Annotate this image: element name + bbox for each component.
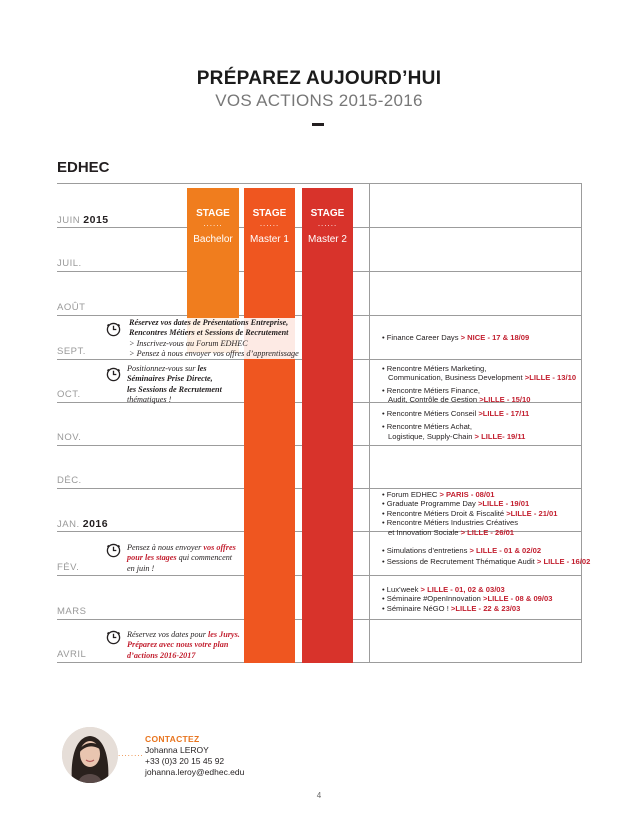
stage-label: STAGE [252, 208, 287, 219]
note-jurys [127, 630, 240, 661]
event-item: et Innovation Sociale > LILLE - 26/01 [388, 527, 515, 537]
month-label: DÉC. [57, 475, 82, 486]
note-presentations [127, 318, 301, 359]
event-item: Communication, Business Development >LILLE - 13/10 [388, 373, 577, 383]
avatar [62, 727, 118, 783]
stage-column-master1 [244, 188, 295, 663]
stage-label: STAGE [310, 208, 345, 219]
month-label: JUIN 2015 [57, 214, 109, 226]
note-offres [127, 543, 236, 574]
org-name: EDHEC [57, 159, 110, 176]
event-list-oct [382, 364, 576, 405]
clock-icon [106, 322, 121, 337]
event-item: • Simulations d’entretiens > LILLE - 01 & 02/02 [382, 546, 542, 555]
month-label: FÉV. [57, 562, 80, 573]
stage-level: Master 2 [308, 234, 347, 245]
note-line: Rencontres Métiers et Sessions de Recrutement [129, 328, 289, 338]
month-label: OCT. [57, 389, 81, 400]
contact-email[interactable]: johanna.leroy@edhec.edu [145, 767, 245, 777]
note-line: Séminaires Prise Directe, [127, 374, 213, 384]
event-item: Logistique, Supply-Chain > LILLE- 19/11 [388, 431, 526, 441]
event-list-sept [382, 333, 529, 342]
stage-dots: ...... [317, 219, 338, 228]
contact-name: Johanna LEROY [145, 745, 209, 755]
event-list-jan [382, 490, 557, 537]
stage-level: Bachelor [193, 234, 233, 245]
contact-title: CONTACTEZ [145, 734, 200, 744]
avatar-portrait-icon [62, 727, 118, 783]
event-item: • Finance Career Days > NICE - 17 & 18/09 [382, 333, 530, 342]
note-line: thématiques ! [127, 394, 172, 404]
note-line: > Pensez à nous envoyer vos offres d’apprentissage [129, 348, 299, 358]
event-item: • Forum EDHEC > PARIS - 08/01 [382, 490, 495, 499]
event-item: • Rencontre Métiers Marketing, [382, 364, 487, 373]
event-item: • Séminaire #OpenInnovation >LILLE - 08 & 09/03 [382, 594, 553, 604]
note-line: Préparez avec nous votre plan [127, 640, 229, 650]
event-item: • Rencontre Métiers Finance, [382, 385, 481, 395]
event-item: • Rencontre Métiers Industries Créatives [382, 518, 519, 528]
note-line: Pensez à nous envoyer vos offres [127, 543, 236, 552]
contact-phone: +33 (0)3 20 15 45 92 [145, 756, 225, 766]
event-list-mars [382, 585, 552, 613]
event-item: • Sessions de Recrutement Thématique Audit > LILLE - 16/02 [382, 557, 591, 567]
event-item: Audit, Contrôle de Gestion >LILLE - 15/10 [388, 395, 531, 405]
grid-line-top [57, 183, 582, 184]
event-item: • Séminaire NéGO ! >LILLE - 22 & 23/03 [382, 603, 521, 613]
event-item: • Rencontre Métiers Achat, [382, 422, 473, 432]
event-item: • Rencontre Métiers Droit & Fiscalité >LILLE - 21/01 [382, 508, 558, 518]
stage-label: STAGE [196, 208, 230, 219]
stage-column-master2 [302, 188, 353, 663]
page-number: 4 [316, 791, 322, 800]
stage-dots: ...... [259, 219, 280, 228]
note-line: > Inscrivez-vous au Forum EDHEC [129, 338, 248, 348]
month-label: NOV. [57, 432, 82, 443]
month-label: JUIL. [57, 258, 82, 269]
stage-level: Master 1 [250, 234, 289, 245]
month-label: SEPT. [57, 346, 86, 357]
grid-vline-left [369, 183, 370, 663]
note-line: en juin ! [127, 563, 155, 573]
clock-icon [106, 543, 121, 558]
clock-icon [106, 630, 121, 645]
month-label: JAN. 2016 [57, 518, 109, 530]
note-line: Réservez vos dates de Présentations Entreprise, [129, 318, 289, 327]
month-label: AVRIL [57, 649, 87, 660]
event-item: • Lux’week > LILLE - 01, 02 & 03/03 [382, 585, 505, 594]
note-line: pour les stages qui commencent [127, 553, 233, 563]
month-label: MARS [57, 606, 87, 617]
page-title: PRÉPAREZ AUJOURD’HUI [196, 68, 442, 89]
note-seminaires [127, 364, 222, 405]
note-line: Réservez vos dates pour les Jurys. [127, 630, 240, 639]
stage-dots: ...... [203, 219, 223, 228]
title-dash [312, 123, 324, 126]
event-item: • Rencontre Métiers Conseil >LILLE - 17/11 [382, 409, 530, 418]
page-subtitle: VOS ACTIONS 2015-2016 [215, 91, 423, 110]
event-list-fev [382, 546, 590, 567]
event-list-nov [382, 409, 529, 441]
note-line: les Sessions de Recrutement [127, 384, 222, 394]
grid-vline-right [581, 183, 582, 663]
contact-dots: ........ [118, 749, 144, 758]
note-line: Positionnez-vous sur les [127, 364, 207, 373]
note-line: d’actions 2016-2017 [127, 650, 196, 660]
event-item: • Graduate Programme Day >LILLE - 19/01 [382, 499, 530, 509]
clock-icon [106, 367, 121, 382]
month-label: AOÛT [57, 302, 86, 313]
